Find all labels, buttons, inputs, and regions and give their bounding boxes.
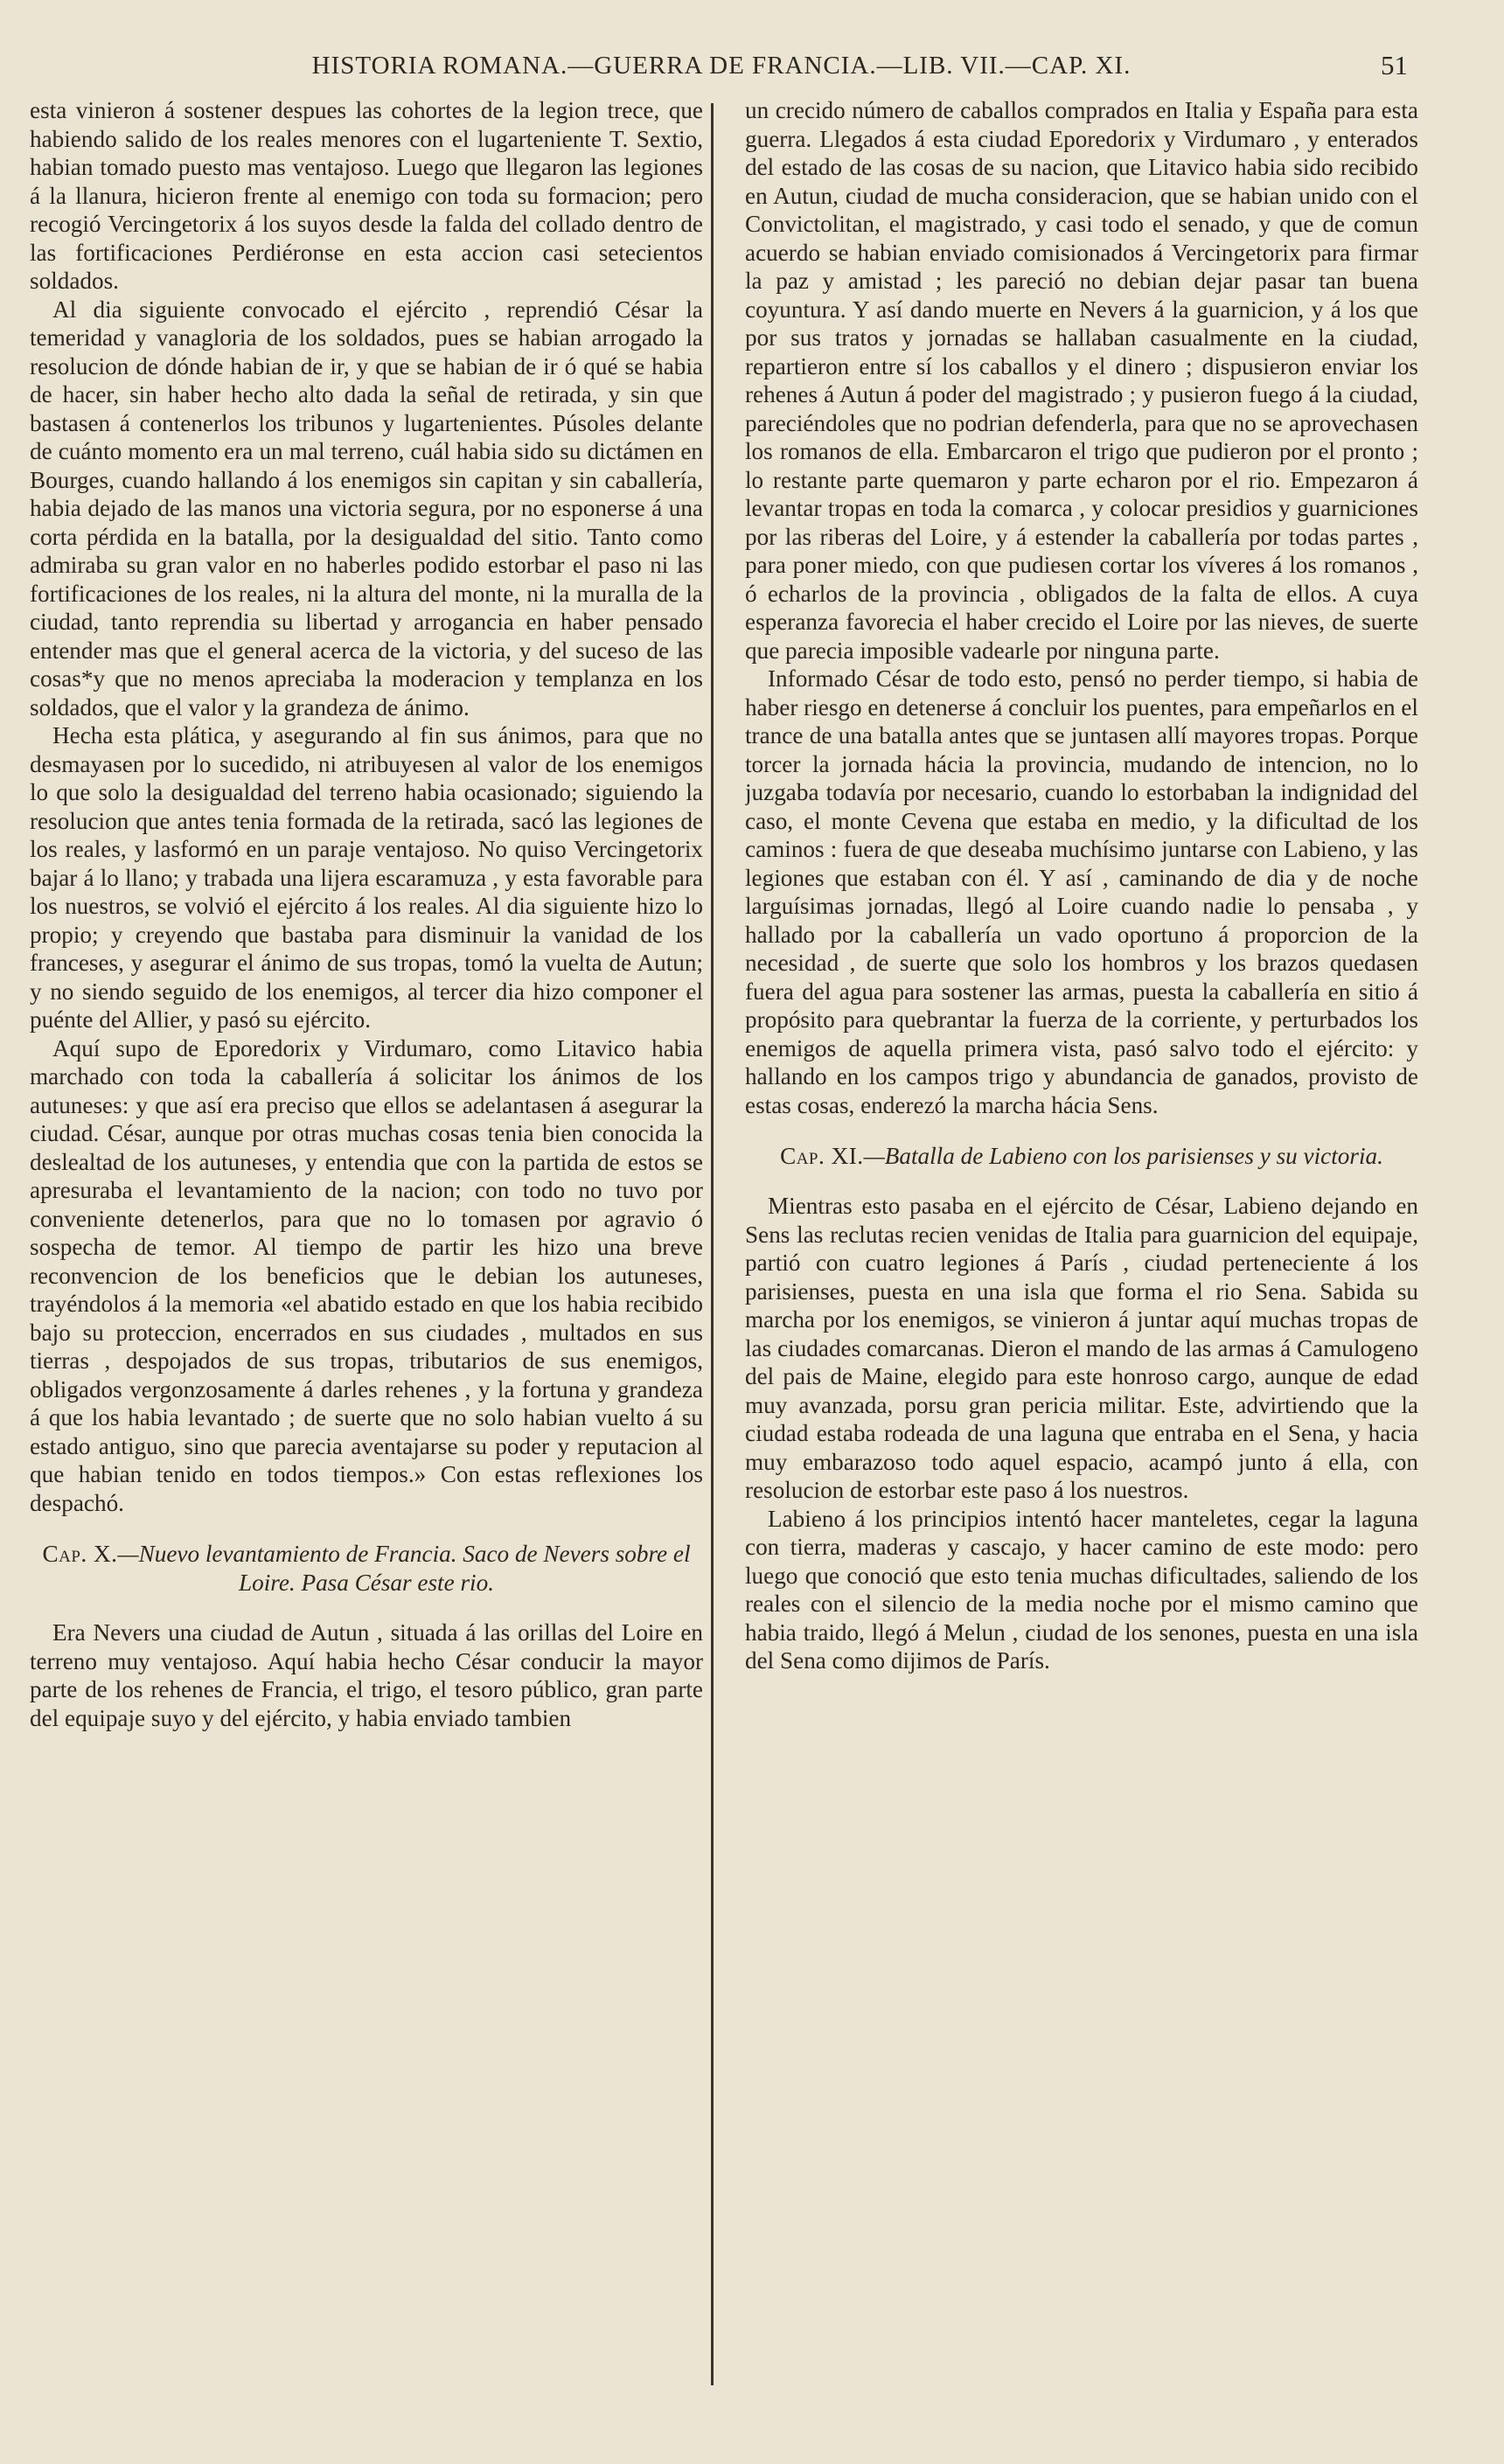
paragraph: esta vinieron á sostener despues las cohortes de la legion trece, que habiendo salido de los reales menores con el lugarteniente T. Sextio, habian tomado puesto mas ventajoso. Luego que llegaron las legiones á la llanura, hicieron frente al enemigo con toda su formacion; pero recogió Vercingetorix á los suyos desde la falda del collado dentro de las fortificaciones Perdiéronse en esta accion casi setecientos soldados.: [30, 97, 703, 294]
paragraph: un crecido número de caballos comprados en Italia y España para esta guerra. Llegados á esta ciudad Eporedorix y Virdumaro , y enterados del estado de las cosas de su nacion, que Litavico habia sido recibido en Autun, ciudad de mucha consideracion, que se habian unido con el Convictolitan, el magistrado, y casi todo el senado, y que de comun acuerdo se habian enviado comisionados á Vercingetorix para firmar la paz y amistad ; les pareció no debian dejar pasar tan buena coyuntura. Y así dando muerte en Nevers á la guarnicion, y á los que por sus tratos y jornadas se hallaban casualmente en la ciudad, repartieron entre sí los caballos y el dinero ; dispusieron enviar los rehenes á Autun á poder del magistrado ; y pusieron fuego á la ciudad, pareciéndoles que no podrian defenderla, para que no se aprovechasen los romanos de ella. Embarcaron el trigo que pudieron por el pronto ; lo restante parte quemaron y parte echaron por el rio. Empezaron á levantar tropas en toda la comarca , y colocar presidios y guarniciones por las riberas del Loire, y á estender la caballería por todas partes , para poner miedo, con que pudiesen cortar los víveres á los romanos , ó echarlos de la provincia , obligados de la falta de ellos. A cuya esperanza favorecia el haber crecido el Loire por las nieves, de suerte que parecia imposible vadearle por ninguna parte.: [745, 97, 1418, 664]
chapter-label: Cap. XI.: [780, 1143, 864, 1169]
paragraph: Era Nevers una ciudad de Autun , situada á las orillas del Loire en terreno muy ventajoso. Aquí habia hecho César conducir la mayor parte de los rehenes de Francia, el trigo, el tesoro público, gran parte del equipaje suyo y del ejército, y habia enviado tambien: [30, 1619, 703, 1731]
chapter-heading-x: [30, 1540, 703, 1597]
chapter-title: —Nuevo levantamiento de Francia. Saco de Nevers sobre el Loire. Pasa César este rio.: [117, 1541, 691, 1596]
paragraph: Mientras esto pasaba en el ejército de César, Labieno dejando en Sens las reclutas recien venidas de Italia para guarnicion del equipaje, partió con cuatro legiones á París , ciudad perteneciente á los parisienses, puesta en una isla que forma el rio Sena. Sabida su marcha por los enemigos, se vinieron á juntar aquí muchas tropas de las ciudades comarcanas. Dieron el mando de las armas á Camulogeno del pais de Maine, elegido para este honroso cargo, aunque de edad muy avanzada, porsu gran pericia militar. Este, advirtiendo que la ciudad estaba rodeada de una laguna que entraba en el Sena, y hacia muy embarazoso todo aquel espacio, acampó junto á ella, con resolucion de estorbar este paso á los nuestros.: [745, 1193, 1418, 1503]
chapter-label: Cap. X.: [42, 1541, 118, 1567]
paragraph: Informado César de todo esto, pensó no perder tiempo, si habia de haber riesgo en detenerse á concluir los puentes, para empeñarlos en el trance de una batalla antes que se juntasen allí mayores tropas. Porque torcer la jornada hácia la provincia, mudando de intencion, no lo juzgaba todavía por necesario, cuando lo estorbaban la indignidad del caso, el monte Cevena que estaba en medio, y la dificultad de los caminos : fuera de que deseaba muchísimo juntarse con Labieno, y las legiones que estaban con él. Y así , caminando de dia y de noche larguísimas jornadas, llegó al Loire cuando nadie lo pensaba , y hallado por la caballería un vado oportuno á proporcion de la necesidad , de suerte que solo los hombros y los brazos quedasen fuera del agua para sostener las armas, puesta la caballería en sitio á propósito para quebrantar la fuerza de la corriente, y perturbados los enemigos de aquella primera vista, pasó salvo todo el ejército: y hallando en los campos trigo y abundancia de ganados, provisto de estas cosas, enderezó la marcha hácia Sens.: [745, 665, 1418, 1118]
paragraph: Labieno á los principios intentó hacer manteletes, cegar la laguna con tierra, maderas y cascajo, y hacer camino de este modo: pero luego que conoció que esto tenia muchas dificultades, saliendo de los reales con el silencio de la media noche por el mismo camino que habia traido, llegó á Melun , ciudad de los senones, puesta en una isla del Sena como dijimos de París.: [745, 1505, 1418, 1674]
running-title: HISTORIA ROMANA.—GUERRA DE FRANCIA.—LIB. VII.—CAP. XI.: [311, 52, 1131, 80]
page-number: 51: [1381, 50, 1408, 80]
running-header: [35, 48, 1408, 87]
paragraph: Aquí supo de Eporedorix y Virdumaro, como Litavico habia marchado con toda la caballería á solicitar los ánimos de los autuneses: y que así era preciso que ellos se adelantasen á asegurar la ciudad. César, aunque por otras muchas cosas tenia bien conocida la deslealtad de los autuneses, y entendia que con la partida de estos se apresuraba el levantamiento de la nacion; con todo no tuvo por conveniente detenerlos, para que no lo tomasen por agravio ó sospecha de temor. Al tiempo de partir les hizo una breve reconvencion de los beneficios que le debian los autuneses, trayéndolos á la memoria «el abatido estado en que los habia recibido bajo su proteccion, encerrados en sus ciudades , multados en sus tierras , despojados de sus tropas, tributarios de sus enemigos, obligados vergonzosamente á darles rehenes , y la fortuna y grandeza á que los habia levantado ; de suerte que no solo habian vuelto á su estado antiguo, sino que parecia aventajarse su poder y reputacion al que habian tenido en todos tiempos.» Con estas reflexiones los despachó.: [30, 1034, 703, 1516]
chapter-heading-xi: [745, 1142, 1418, 1171]
paragraph: Hecha esta plática, y asegurando al fin sus ánimos, para que no desmayasen por lo sucedido, ni atribuyesen al valor de los enemigos lo que solo la desigualdad del terreno habia ocasionado; siguiendo la resolucion que antes tenia formada de la retirada, sacó las legiones de los reales, y lasformó en un paraje ventajoso. No quiso Vercingetorix bajar á lo llano; y trabada una lijera escaramuza , y esta favorable para los nuestros, se volvió el ejército á los reales. Al dia siguiente hizo lo propio; y creyendo que bastaba para disminuir la vanidad de los franceses, y asegurar el ánimo de sus tropas, tomó la vuelta de Autun; y no siendo seguido de los enemigos, al tercer dia hizo componer el puénte del Allier, y pasó su ejército.: [30, 722, 703, 1033]
chapter-title: —Batalla de Labieno con los parisienses y su victoria.: [863, 1143, 1383, 1169]
column-divider: [711, 103, 714, 2385]
left-column: [30, 96, 703, 2405]
paragraph: Al dia siguiente convocado el ejército , reprendió César la temeridad y vanagloria de los soldados, pues se habian arrogado la resolucion de dónde habian de ir, y que se habian de ir ó qué se habia de hacer, sin haber hecho alto dada la señal de retirada, y sin que bastasen á contenerlos los tribunos y lugartenientes. Púsoles delante de cuánto momento era un mal terreno, cuál habia sido su dictámen en Bourges, cuando hallando á los enemigos sin capitan y sin caballería, habia dejado de las manos una victoria segura, por no esponerse á una corta pérdida en la batalla, por la desigualdad del sitio. Tanto como admiraba su gran valor en no haberles podido estorbar el paso ni las fortificaciones de los reales, ni la altura del monte, ni la muralla de la ciudad, tanto reprendia su libertad y arrogancia en haber pensado entender mas que el general acerca de la victoria, y del suceso de las cosas*y que no menos apreciaba la moderacion y templanza en los soldados, que el valor y la grandeza de ánimo.: [30, 296, 703, 720]
right-column: [745, 96, 1418, 2405]
